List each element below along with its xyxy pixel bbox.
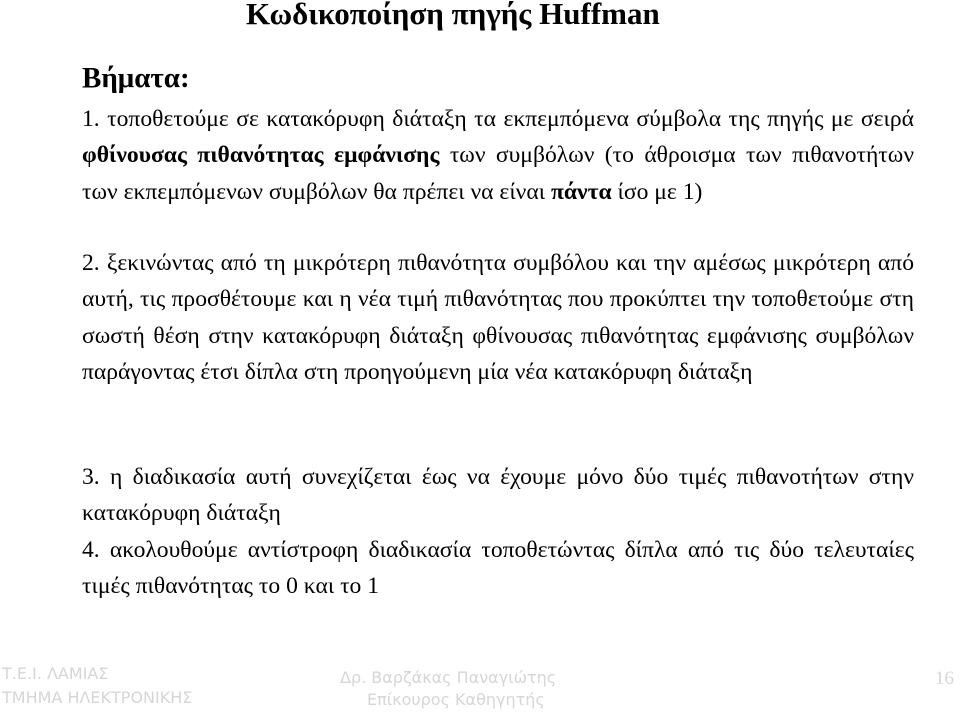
steps-heading: Βήματα: bbox=[82, 62, 190, 94]
step-1 bbox=[82, 101, 914, 210]
footer-author-title: Επίκουρος Καθηγητής bbox=[367, 690, 545, 709]
footer-department: ΤΜΗΜΑ ΗΛΕΚΤΡΟΝΙΚΗΣ bbox=[2, 688, 193, 707]
step-1-text-a: 1. τοποθετούμε σε κατακόρυφη διάταξη τα εκπεμπόμενα σύμβολα της πηγής με σειρά bbox=[82, 106, 914, 132]
step-1-text-c: ίσο με 1) bbox=[611, 178, 703, 205]
step-1-emphasis-order: φθίνουσας πιθανότητας εμφάνισης bbox=[82, 142, 440, 169]
footer-institution: Τ.Ε.Ι. ΛΑΜΙΑΣ bbox=[2, 664, 109, 683]
footer-author: Δρ. Βαρζάκας Παναγιώτης bbox=[340, 668, 557, 687]
slide-title: Κωδικοποίηση πηγής Huffman bbox=[246, 0, 660, 31]
step-3: 3. η διαδικασία αυτή συνεχίζεται έως να έχουμε μόνο δύο τιμές πιθανοτήτων στην κατακόρυφη διάταξη bbox=[82, 464, 914, 527]
step-1-text-b: των συμβόλων (το άθροισμα των πιθανοτήτων των εκπεμπόμενων συμβόλων θα πρέπει να είναι bbox=[82, 142, 914, 205]
step-2: 2. ξεκινώντας από τη μικρότερη πιθανότητα συμβόλου και την αμέσως μικρότερη από αυτή, τις προσθέτουμε και η νέα τιμή πιθανότητας που προκύπτει την τοποθετούμε στη σωστή θέση στην κατακόρυφη διάταξη φθίνουσας πιθανότητας εμφάνισης συμβόλων παράγοντας έτσι δίπλα στη προηγούμενη μία νέα κατακόρυφη διάταξη bbox=[82, 250, 914, 386]
step-1-emphasis-always: πάντα bbox=[550, 178, 612, 205]
step-4: 4. ακολουθούμε αντίστροφη διαδικασία τοποθετώντας δίπλα από τις δύο τελευταίες τιμές πιθανότητας το 0 και το 1 bbox=[82, 537, 914, 600]
page-number: 16 bbox=[935, 668, 954, 689]
